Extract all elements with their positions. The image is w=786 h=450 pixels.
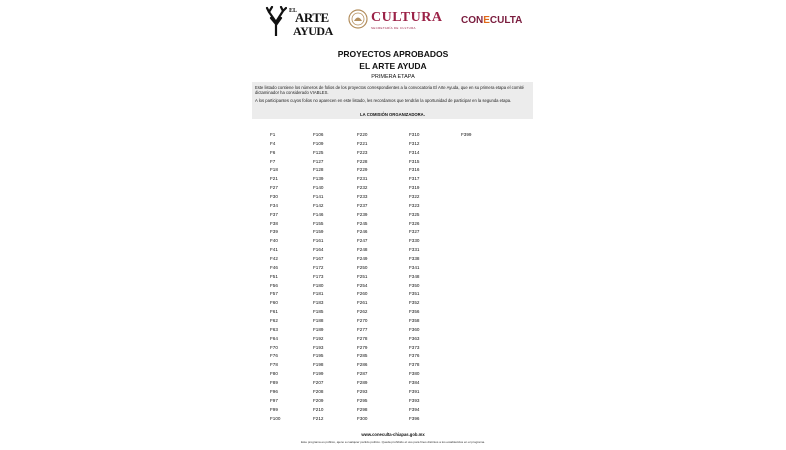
cultura-subtext: SECRETARÍA DE CULTURA [371,26,416,30]
folio-number: F57 [270,291,278,297]
folio-number: F140 [313,185,324,191]
folio-number: F21 [270,176,278,182]
folio-number: F249 [357,256,368,262]
folio-number: F30 [270,194,278,200]
folio-number: F356 [409,309,420,315]
folio-number: F391 [409,388,420,394]
folio-number: F286 [357,362,368,368]
folio-number: F285 [357,353,368,359]
folio-number: F251 [357,273,368,279]
coneculta-text-accent: E [483,15,490,26]
folio-number: F221 [357,140,368,146]
folio-number: F319 [409,185,420,191]
folio-column-4 [409,131,419,423]
intro-paragraph-2: A los participantes cuyos folios no aparecen en este listado, les recordamos que tendrán la oportunidad de participar en la segunda etapa. [255,98,512,103]
folio-number: F248 [357,247,368,253]
tree-figure-icon [265,6,287,36]
coneculta-logo [461,15,522,26]
national-seal-icon [348,9,368,29]
logo-arte-text: ARTE [295,10,329,25]
folio-number: F315 [409,158,420,164]
folio-number: F247 [357,238,368,244]
folio-number: F89 [270,380,278,386]
folio-number: F97 [270,397,278,403]
folio-number: F185 [313,309,324,315]
folio-number: F70 [270,344,278,350]
folio-number: F261 [357,300,368,306]
folio-number: F396 [409,415,420,421]
folio-number: F127 [313,158,324,164]
folio-number: F159 [313,229,324,235]
folio-number: F209 [313,397,324,403]
legal-disclaimer: Este programa es público, ajeno a cualquier partido político. Queda prohibido el uso para fines distintos a los establecidos en el programa. [301,440,485,444]
folio-number: F380 [409,371,420,377]
logo-el-text: EL [289,8,298,14]
folio-number: F63 [270,326,278,332]
folio-number: F295 [357,397,368,403]
folio-number: F100 [270,415,281,421]
folio-number: F223 [357,149,368,155]
folio-number: F239 [357,211,368,217]
folio-column-2 [313,131,323,423]
folio-number: F325 [409,211,420,217]
folio-number: F279 [357,344,368,350]
folio-column-1 [270,131,280,423]
folio-number: F27 [270,185,278,191]
folio-number: F231 [357,176,368,182]
folio-number: F229 [357,167,368,173]
folio-number: F312 [409,140,420,146]
folio-number: F262 [357,309,368,315]
folio-number: F109 [313,140,324,146]
folio-number: F310 [409,132,420,137]
folio-number: F37 [270,211,278,217]
folio-number: F39 [270,229,278,235]
folio-number: F189 [313,326,324,332]
folio-number: F237 [357,202,368,208]
folio-number: F61 [270,309,278,315]
folio-number: F351 [409,291,420,297]
folio-number: F316 [409,167,420,173]
folio-number: F350 [409,282,420,288]
folio-number: F260 [357,291,368,297]
folio-number: F199 [313,371,324,377]
folio-number: F173 [313,273,324,279]
folio-number: F155 [313,220,324,226]
folio-number: F42 [270,256,278,262]
folio-number: F278 [357,335,368,341]
folio-number: F358 [409,318,420,324]
intro-paragraph-1: Este listado contiene los números de folios de los proyectos correspondientes a la convocatoria El Arte Ayuda, que en su primera etapa el comité dictaminador ha considerado VIABLES. [255,85,525,96]
folio-number: F338 [409,256,420,262]
coneculta-text-post: CULTA [489,15,523,26]
folio-number: F246 [357,229,368,235]
folio-number: F228 [357,158,368,164]
folio-number: F172 [313,264,324,270]
logo-ayuda-text: AYUDA [293,24,333,38]
folio-number: F198 [313,362,324,368]
folio-number: F146 [313,211,324,217]
folio-number: F180 [313,282,324,288]
folio-number: F341 [409,264,420,270]
folio-number: F233 [357,194,368,200]
folio-number: F207 [313,380,324,386]
folio-number: F330 [409,238,420,244]
cultura-logo [348,9,443,33]
folio-number: F195 [313,353,324,359]
folio-number: F125 [313,149,324,155]
folio-number: F277 [357,326,368,332]
folio-number: F62 [270,318,278,324]
coneculta-text-pre: CON [461,15,484,26]
folio-number: F331 [409,247,420,253]
folio-number: F142 [313,202,324,208]
folio-number: F348 [409,273,420,279]
folio-number: F254 [357,282,368,288]
folio-number: F51 [270,273,278,279]
folio-number: F80 [270,371,278,377]
folio-number: F167 [313,256,324,262]
folio-number: F41 [270,247,278,253]
folio-number: F181 [313,291,324,297]
folio-number: F378 [409,362,420,368]
page-subtitle: EL ARTE AYUDA [359,61,427,71]
signature: LA COMISIÓN ORGANIZADORA. [360,112,425,117]
folio-number: F96 [270,388,278,394]
folio-number: F212 [313,415,324,421]
folio-number: F317 [409,176,420,182]
stage-label: PRIMERA ETAPA [371,74,415,80]
folio-number: F298 [357,406,368,412]
folio-number: F4 [270,140,276,146]
folio-number: F99 [270,406,278,412]
folio-number: F1 [270,132,276,137]
folio-number: F161 [313,238,324,244]
website-link[interactable]: www.coneculta-chiapas.gob.mx [361,432,425,437]
folio-number: F323 [409,202,420,208]
folio-number: F322 [409,194,420,200]
folio-number: F220 [357,132,368,137]
folio-number: F7 [270,158,276,164]
folio-column-3 [357,131,367,423]
folio-number: F232 [357,185,368,191]
folio-number: F40 [270,238,278,244]
folio-number: F300 [357,415,368,421]
folio-number: F18 [270,167,278,173]
folio-number: F76 [270,353,278,359]
folio-number: F78 [270,362,278,368]
folio-number: F60 [270,300,278,306]
page-title: PROYECTOS APROBADOS [337,49,449,59]
folio-number: F327 [409,229,420,235]
folio-number: F384 [409,380,420,386]
folio-number: F287 [357,371,368,377]
folio-column-5 [461,131,471,140]
el-arte-ayuda-logo [265,6,333,38]
folio-number: F6 [270,149,276,155]
folio-number: F393 [409,397,420,403]
folio-number: F208 [313,388,324,394]
folio-number: F250 [357,264,368,270]
folio-number: F293 [357,388,368,394]
folio-number: F399 [461,132,472,137]
folio-number: F270 [357,318,368,324]
folio-number: F106 [313,132,324,137]
folio-number: F141 [313,194,324,200]
folio-number: F139 [313,176,324,182]
folio-number: F188 [313,318,324,324]
folio-number: F128 [313,167,324,173]
folio-number: F56 [270,282,278,288]
folio-number: F210 [313,406,324,412]
folio-number: F38 [270,220,278,226]
folio-number: F183 [313,300,324,306]
folio-number: F352 [409,300,420,306]
folio-number: F289 [357,380,368,386]
folio-number: F64 [270,335,278,341]
folio-number: F326 [409,220,420,226]
folio-number: F46 [270,264,278,270]
folio-number: F314 [409,149,420,155]
folio-number: F363 [409,335,420,341]
folio-number: F192 [313,335,324,341]
folio-number: F376 [409,353,420,359]
folio-number: F360 [409,326,420,332]
folio-number: F373 [409,344,420,350]
folio-number: F193 [313,344,324,350]
folio-number: F164 [313,247,324,253]
folio-number: F34 [270,202,278,208]
cultura-wordmark: CULTURA [371,10,443,25]
folio-number: F394 [409,406,420,412]
intro-box [252,82,533,119]
folio-number: F245 [357,220,368,226]
